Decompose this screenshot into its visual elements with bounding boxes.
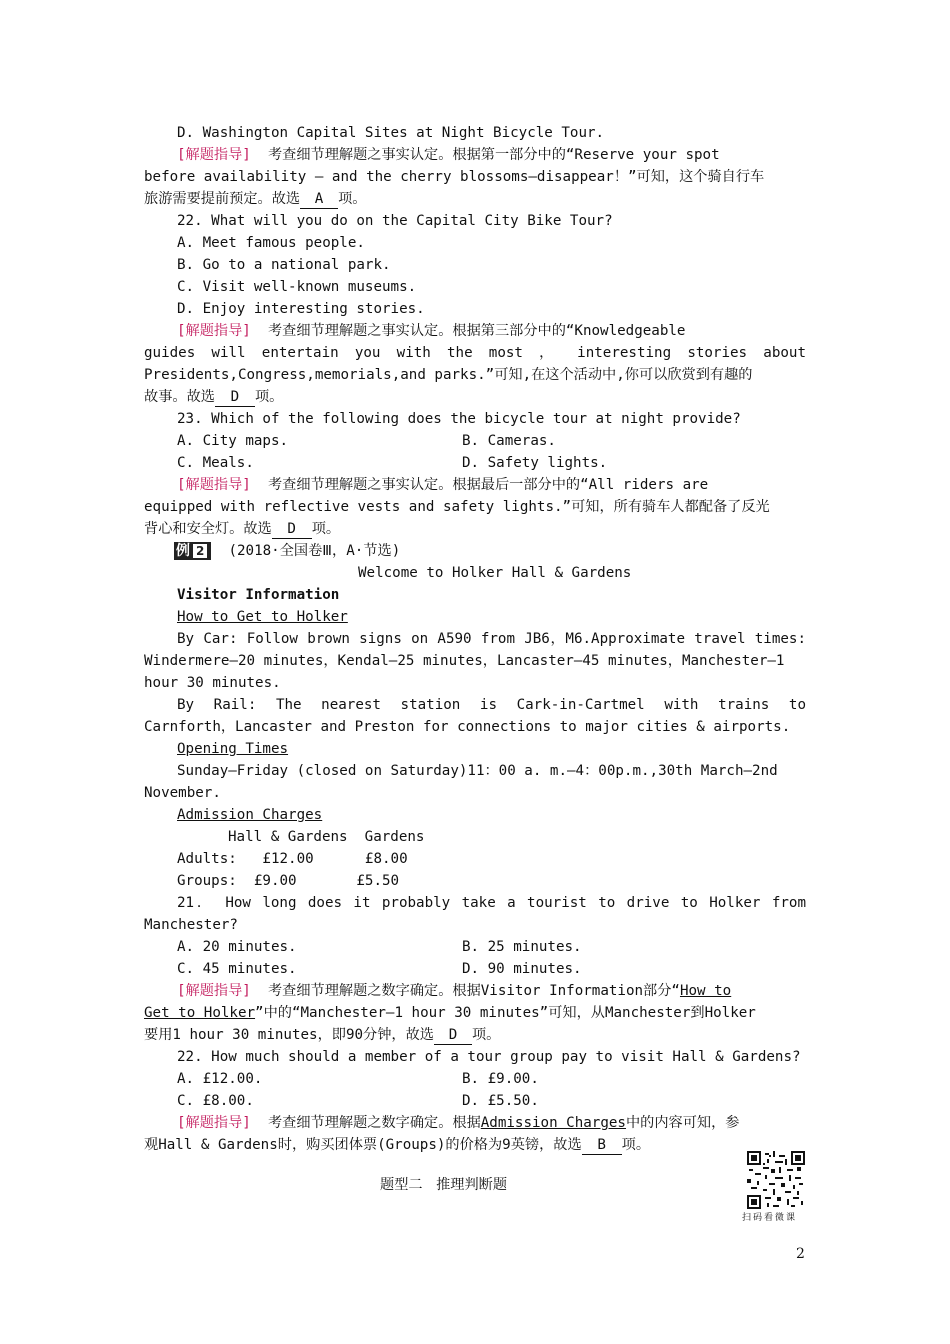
subheading: How to Get to Holker <box>177 609 348 625</box>
guide-line <box>144 1002 806 1024</box>
guide-line <box>144 1024 806 1046</box>
question-21: 21． How long does it probably take a tourist to drive to Holker from <box>177 895 806 911</box>
passage-line: By Car: Follow brown signs on A590 from JB6，M6.Approximate travel times: <box>177 631 806 647</box>
question-22: 22. What will you do on the Capital City Bike Tour? <box>177 213 613 229</box>
question-21: Manchester? <box>144 917 238 933</box>
option-a: A. 20 minutes. <box>177 939 297 955</box>
option-d: D. Safety lights. <box>462 455 608 471</box>
guide-tag: [解题指导] <box>177 323 251 339</box>
guide-text: 中的内容可知，参 <box>625 1115 740 1131</box>
guide-text: 考查细节理解题之数字确定。根据Visitor Information部分“ <box>267 983 680 999</box>
table-row: Adults: £12.00 £8.00 <box>177 851 408 867</box>
option-d: D. 90 minutes. <box>462 961 582 977</box>
guide-text: 考查细节理解题之事实认定。根据最后一部分中的“All riders are <box>267 477 709 493</box>
guide-line <box>144 1134 806 1156</box>
answer-blank: B <box>582 1136 622 1155</box>
option-d: D. £5.50. <box>462 1093 539 1109</box>
question-22: 22. How much should a member of a tour group pay to visit Hall & Gardens? <box>177 1049 801 1065</box>
guide-line <box>177 320 806 342</box>
table-header: Hall & Gardens Gardens <box>228 829 425 845</box>
option-a: A. Meet famous people. <box>177 235 365 251</box>
guide-line <box>144 188 806 210</box>
passage-line: By Rail: The nearest station is Cark-in-Cartmel with trains to <box>177 697 806 713</box>
option-a: A. City maps. <box>177 433 289 449</box>
option-b: B. 25 minutes. <box>462 939 582 955</box>
guide-text: 项。 <box>254 389 284 405</box>
passage-line: November. <box>144 785 221 801</box>
guide-line: guides will entertain you with the most ， interesting stories about <box>144 345 806 361</box>
guide-text: 考查细节理解题之数字确定。根据 <box>267 1115 481 1131</box>
guide-line: Presidents,Congress,memorials,and parks.”可知,在这个活动中,你可以欣赏到有趣的 <box>144 367 753 383</box>
answer-blank: D <box>272 520 312 539</box>
page-number: 2 <box>796 1246 805 1262</box>
guide-tag: [解题指导] <box>177 1115 251 1131</box>
option-c: C. Meals. <box>177 455 254 471</box>
subheading: Opening Times <box>177 741 289 757</box>
guide-text: 考查细节理解题之事实认定。根据第一部分中的“Reserve your spot <box>267 147 720 163</box>
guide-line <box>177 474 806 496</box>
option-c: C. £8.00. <box>177 1093 254 1109</box>
section-heading: Visitor Information <box>177 587 340 603</box>
question-23: 23. Which of the following does the bicycle tour at night provide? <box>177 411 741 427</box>
option-d: D. Enjoy interesting stories. <box>177 301 425 317</box>
answer-blank: A <box>300 190 338 209</box>
guide-text: 要用1 hour 30 minutes，即90分钟，故选 <box>144 1027 434 1043</box>
example-source: (2018·全国卷Ⅲ，A·节选) <box>228 543 401 559</box>
guide-text: 项。 <box>311 521 341 537</box>
guide-text: 考查细节理解题之事实认定。根据第三部分中的“Knowledgeable <box>267 323 686 339</box>
guide-text: 项。 <box>338 191 367 207</box>
option-c: C. 45 minutes. <box>177 961 297 977</box>
guide-text: ”中的“Manchester—1 hour 30 minutes”可知，从Manchester到Holker <box>255 1005 756 1021</box>
guide-tag: [解题指导] <box>177 477 251 493</box>
guide-line: before availability — and the cherry blossoms—disappear！”可知，这个骑自行车 <box>144 169 765 185</box>
table-row: Groups: £9.00 £5.50 <box>177 873 400 889</box>
guide-text: 观Hall & Gardens时，购买团体票(Groups)的价格为9英镑，故选 <box>144 1137 582 1153</box>
guide-line <box>144 386 806 408</box>
guide-text: 背心和安全灯。故选 <box>144 521 272 537</box>
guide-text: 故事。故选 <box>144 389 215 405</box>
option-d-line: D. Washington Capital Sites at Night Bicycle Tour. <box>177 125 605 141</box>
answer-blank: D <box>215 388 255 407</box>
qr-caption: 扫码看微课 <box>742 1213 798 1223</box>
example-header <box>174 540 836 562</box>
guide-text: 项。 <box>621 1137 651 1153</box>
guide-line <box>177 144 806 166</box>
section-title: 题型二 推理判断题 <box>380 1177 508 1193</box>
passage-line: Carnforth，Lancaster and Preston for connections to major cities & airports. <box>144 719 791 735</box>
guide-text: Admission Charges <box>480 1115 626 1131</box>
example-badge: 例 2 <box>174 542 211 560</box>
option-b: B. Cameras. <box>462 433 556 449</box>
passage-line: Windermere—20 minutes，Kendal—25 minutes，Lancaster—45 minutes，Manchester—1 <box>144 653 785 669</box>
qr-code-icon[interactable] <box>746 1151 806 1209</box>
passage-title: Welcome to Holker Hall & Gardens <box>358 565 632 581</box>
guide-tag: [解题指导] <box>177 147 251 163</box>
guide-line: equipped with reflective vests and safety lights.”可知，所有骑车人都配备了反光 <box>144 499 770 515</box>
passage-line: Sunday—Friday (closed on Saturday)11：00 a. m.—4：00p.m.,30th March—2nd <box>177 763 778 779</box>
guide-text: How to <box>679 983 732 999</box>
guide-line <box>177 1112 806 1134</box>
option-b: B. Go to a national park. <box>177 257 391 273</box>
passage-line: hour 30 minutes. <box>144 675 281 691</box>
option-b: B. £9.00. <box>462 1071 539 1087</box>
guide-line <box>177 980 806 1002</box>
guide-tag: [解题指导] <box>177 983 251 999</box>
subheading: Admission Charges <box>177 807 323 823</box>
option-a: A. £12.00. <box>177 1071 263 1087</box>
guide-text: Get to Holker <box>144 1005 256 1021</box>
guide-line <box>144 518 806 540</box>
option-c: C. Visit well-known museums. <box>177 279 417 295</box>
guide-text: 旅游需要提前预定。故选 <box>144 191 301 207</box>
guide-text: 项。 <box>471 1027 501 1043</box>
answer-blank: D <box>434 1026 472 1045</box>
